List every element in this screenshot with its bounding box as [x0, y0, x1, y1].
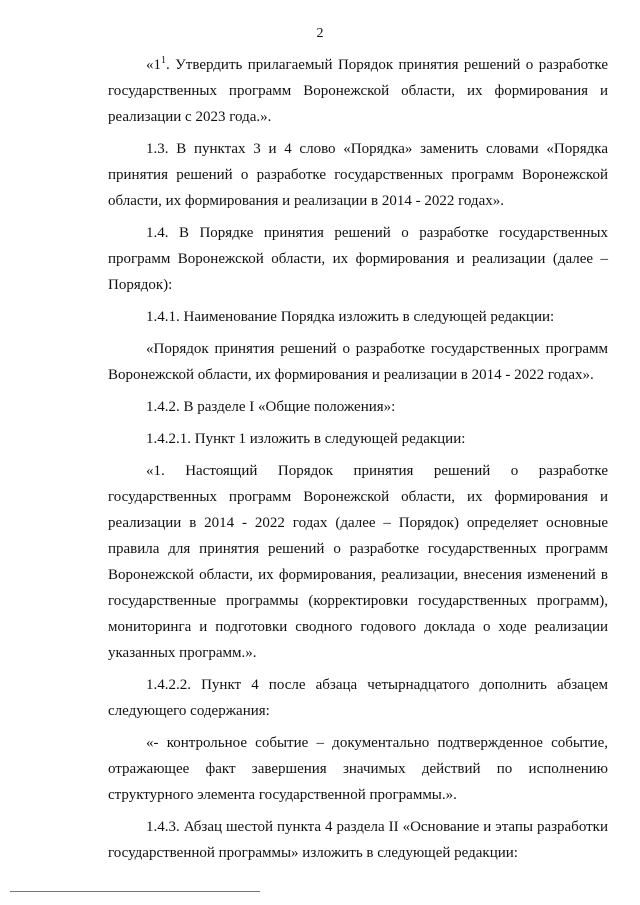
page-number: 2 — [316, 26, 324, 41]
paragraph-1-4-2: 1.4.2. В разделе I «Общие положения»: — [146, 399, 396, 415]
paragraph-1-4-1: 1.4.1. Наименование Порядка изложить в следующей редакции: — [146, 309, 555, 325]
paragraph-approve-order-start: «1 — [146, 57, 161, 73]
paragraph-control-event: «- контрольное событие – документально подтвержденное событие, отражающее факт завершения значимых действий по исполнению структурного элемента государственной программы.». — [108, 735, 608, 803]
paragraph-1-4-2-1: 1.4.2.1. Пункт 1 изложить в следующей редакции: — [146, 431, 466, 447]
document-body — [108, 52, 608, 872]
paragraph-point-1-text: «1. Настоящий Порядок принятия решений о разработке государственных программ Воронежской области, их формирования и реализации в 2014 - 2022 годах (далее – Порядок) определяет основные правила для принятия решений о разработке государственных программ Воронежской области, их формирования, реализации, внесения изменений в государственные программы (корректировки государственных программ), мониторинга и подготовки сводного годового доклада о ходе реализации указанных программ.». — [108, 463, 608, 661]
paragraph-approve-order-rest: . Утвердить прилагаемый Порядок принятия решений о разработке государственных программ Воронежской области, их формирования и реализации с 2023 года.». — [108, 57, 608, 125]
paragraph-1-4-2-2: 1.4.2.2. Пункт 4 после абзаца четырнадцатого дополнить абзацем следующего содержания: — [108, 677, 608, 719]
bottom-rule — [10, 891, 260, 892]
paragraph-order-title: «Порядок принятия решений о разработке государственных программ Воронежской области, их формирования и реализации в 2014 - 2022 годах». — [108, 341, 608, 383]
paragraph-1-4: 1.4. В Порядке принятия решений о разработке государственных программ Воронежской области, их формирования и реализации (далее – Порядок): — [108, 225, 608, 293]
paragraph-1-4-3: 1.4.3. Абзац шестой пункта 4 раздела II «Основание и этапы разработки государственной программы» изложить в следующей редакции: — [108, 819, 608, 861]
paragraph-approve-order — [108, 52, 608, 130]
paragraph-1-3: 1.3. В пунктах 3 и 4 слово «Порядка» заменить словами «Порядка принятия решений о разработке государственных программ Воронежской области, их формирования и реализации в 2014 - 2022 годах». — [108, 141, 608, 209]
superscript-number: 1 — [161, 55, 166, 66]
